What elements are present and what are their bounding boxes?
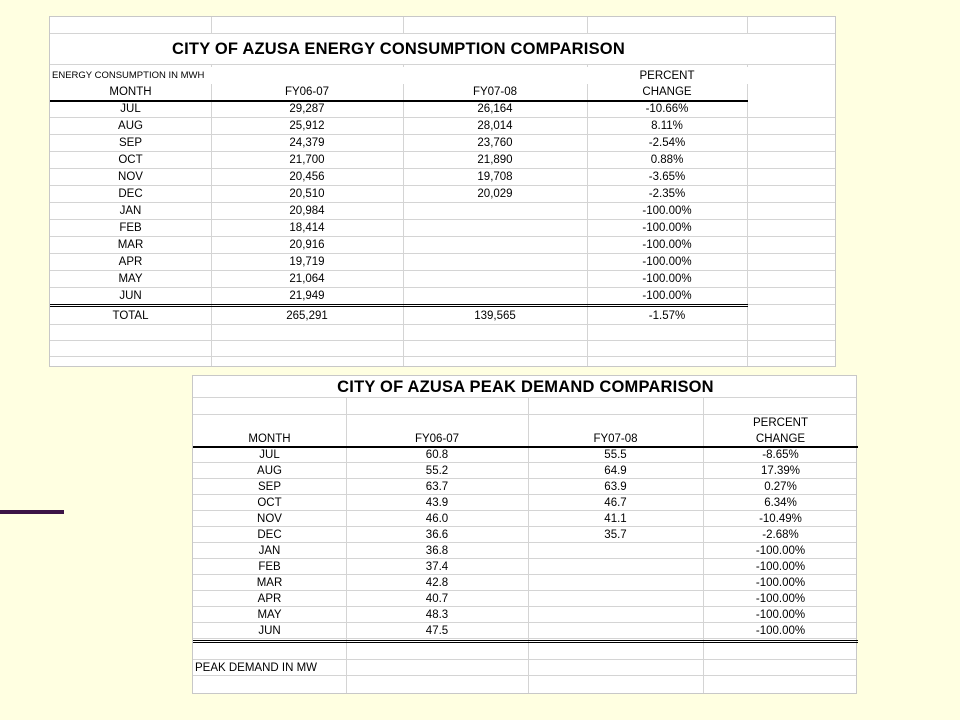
cell-fy0607: 24,379	[289, 137, 325, 149]
table-row	[50, 152, 835, 169]
total-rule	[50, 304, 748, 307]
total-label: TOTAL	[112, 310, 149, 322]
cell-fy0708	[403, 203, 587, 219]
cell-month: JUN	[258, 624, 281, 637]
cell-month: MAR	[256, 576, 283, 589]
cell-change: -100.00%	[642, 205, 692, 217]
cell-change: 0.88%	[650, 154, 684, 166]
total-row	[50, 308, 835, 325]
cell-month: FEB	[119, 222, 142, 234]
cell-fy0607: 36.6	[425, 528, 449, 541]
header-row	[193, 431, 856, 446]
cell-change: -10.49%	[759, 512, 802, 525]
cell-fy0607: 46.0	[425, 512, 449, 525]
table-row	[193, 447, 856, 463]
cell-fy0607: 20,510	[289, 188, 325, 200]
cell-fy0708	[528, 543, 703, 558]
peak-title: CITY OF AZUSA PEAK DEMAND COMPARISON	[337, 378, 714, 396]
peak-footer: PEAK DEMAND IN MW	[195, 661, 318, 674]
cell-change: -10.66%	[645, 103, 689, 115]
cell-fy0607: 48.3	[425, 608, 449, 621]
cell-month: JAN	[258, 544, 281, 557]
cell-fy0708: 63.9	[604, 480, 627, 493]
table-row	[193, 575, 856, 591]
blank-row	[193, 644, 856, 660]
cell-month: DEC	[118, 188, 143, 200]
cell-fy0607: 55.2	[425, 464, 449, 477]
cell-change: -100.00%	[642, 222, 692, 234]
peak-fy0708-header: FY07-08	[593, 432, 638, 445]
energy-title: CITY OF AZUSA ENERGY CONSUMPTION COMPARISON	[172, 39, 625, 58]
peak-change-header: CHANGE	[755, 432, 806, 445]
month-header: MONTH	[109, 86, 152, 98]
total-fy0607: 265,291	[286, 310, 328, 322]
cell-month: OCT	[257, 496, 282, 509]
subheader-row	[50, 67, 835, 84]
table-row	[50, 186, 835, 203]
cell-fy0708	[528, 607, 703, 622]
cell-change: -100.00%	[755, 608, 806, 621]
cell-fy0708	[528, 591, 703, 606]
table-row	[50, 237, 835, 254]
cell-month: MAR	[117, 239, 144, 251]
cell-month: JUL	[259, 448, 280, 461]
cell-fy0708: 19,708	[477, 171, 513, 183]
table-row	[193, 527, 856, 543]
cell-fy0607: 25,912	[289, 120, 325, 132]
cell-fy0708: 20,029	[477, 188, 513, 200]
table-row	[193, 495, 856, 511]
cell-fy0708	[403, 271, 587, 287]
fy0607-header: FY06-07	[284, 86, 330, 98]
cell-fy0607: 20,984	[289, 205, 325, 217]
cell-month: MAY	[118, 273, 143, 285]
cell-fy0607: 40.7	[425, 592, 449, 605]
cell-fy0708: 55.5	[604, 448, 627, 461]
table-row	[50, 118, 835, 135]
cell-fy0607: 42.8	[425, 576, 449, 589]
table-row	[193, 623, 856, 639]
peak-fy0607-header: FY06-07	[414, 432, 460, 445]
table-row	[193, 463, 856, 479]
header-row	[50, 84, 835, 100]
cell-month: JAN	[119, 205, 142, 217]
cell-month: SEP	[118, 137, 142, 149]
cell-month: APR	[118, 256, 143, 268]
table-row	[193, 607, 856, 623]
cell-fy0607: 63.7	[425, 480, 449, 493]
table-row	[193, 559, 856, 575]
blank-row	[50, 341, 835, 357]
cell-month: AUG	[118, 120, 143, 132]
cell-change: 8.11%	[651, 120, 683, 132]
table-row	[193, 543, 856, 559]
cell-month: JUN	[119, 290, 142, 302]
peak-month-header: MONTH	[248, 432, 291, 445]
accent-bar	[0, 510, 64, 514]
cell-fy0607: 20,916	[289, 239, 325, 251]
cell-change: -100.00%	[755, 592, 806, 605]
cell-month: JUL	[120, 103, 141, 115]
total-change: -1.57%	[648, 310, 686, 322]
footer-rule	[193, 640, 858, 643]
cell-fy0708	[528, 623, 703, 638]
table-row	[50, 271, 835, 288]
cell-fy0607: 18,414	[289, 222, 325, 234]
cell-month: AUG	[257, 464, 282, 477]
footer-row	[193, 660, 856, 676]
cell-month: OCT	[118, 154, 143, 166]
cell-change: -100.00%	[642, 273, 692, 285]
table-row	[50, 101, 835, 118]
cell-fy0607: 36.8	[425, 544, 449, 557]
percent-row	[193, 415, 856, 431]
cell-fy0607: 21,700	[289, 154, 325, 166]
title-row	[193, 376, 856, 398]
title-row	[50, 34, 835, 65]
change-header: CHANGE	[642, 86, 692, 98]
energy-consumption-sheet	[49, 16, 836, 367]
cell-change: -100.00%	[755, 624, 806, 637]
total-fy0708: 139,565	[474, 310, 516, 322]
cell-fy0708: 26,164	[477, 103, 513, 115]
cell-change: -100.00%	[755, 544, 806, 557]
cell-change: -8.65%	[762, 448, 799, 461]
cell-change: 17.39%	[760, 464, 800, 477]
cell-fy0708	[403, 237, 587, 253]
cell-change: -100.00%	[755, 576, 806, 589]
cell-change: 6.34%	[764, 496, 797, 509]
blank-row	[50, 325, 835, 341]
cell-change: -2.68%	[762, 528, 799, 541]
table-row	[50, 169, 835, 186]
cell-month: APR	[257, 592, 282, 605]
cell-fy0708: 41.1	[604, 512, 627, 525]
cell-month: NOV	[257, 512, 282, 525]
blank-row	[193, 398, 856, 415]
cell-fy0708	[403, 254, 587, 270]
cell-fy0708: 35.7	[604, 528, 627, 541]
fy0708-header: FY07-08	[472, 86, 518, 98]
cell-fy0708	[528, 575, 703, 590]
cell-fy0708: 28,014	[477, 120, 513, 132]
energy-subtitle: ENERGY CONSUMPTION IN MWH	[52, 70, 205, 81]
table-row	[193, 479, 856, 495]
blank-row	[50, 17, 835, 34]
cell-fy0607: 47.5	[425, 624, 449, 637]
cell-month: MAY	[257, 608, 282, 621]
cell-change: 0.27%	[764, 480, 797, 493]
cell-fy0607: 19,719	[289, 256, 325, 268]
table-row	[50, 220, 835, 237]
cell-fy0607: 21,064	[289, 273, 325, 285]
cell-fy0607: 29,287	[289, 103, 325, 115]
cell-fy0607: 21,949	[289, 290, 325, 302]
cell-change: -3.65%	[648, 171, 686, 183]
peak-demand-sheet	[192, 375, 857, 694]
cell-fy0607: 37.4	[425, 560, 449, 573]
cell-change: -2.54%	[648, 137, 686, 149]
cell-month: SEP	[257, 480, 281, 493]
cell-month: FEB	[258, 560, 281, 573]
cell-change: -2.35%	[648, 188, 686, 200]
table-row	[50, 203, 835, 220]
cell-fy0607: 20,456	[289, 171, 325, 183]
cell-fy0708	[403, 288, 587, 304]
cell-fy0708: 23,760	[477, 137, 513, 149]
cell-fy0708	[528, 559, 703, 574]
cell-fy0708: 64.9	[604, 464, 627, 477]
cell-fy0607: 60.8	[425, 448, 449, 461]
cell-change: -100.00%	[642, 290, 692, 302]
cell-change: -100.00%	[755, 560, 806, 573]
table-row	[50, 254, 835, 271]
table-row	[50, 288, 835, 305]
table-row	[193, 591, 856, 607]
table-row	[50, 135, 835, 152]
percent-header: PERCENT	[639, 69, 695, 82]
cell-fy0607: 43.9	[425, 496, 449, 509]
peak-percent-header: PERCENT	[753, 417, 808, 429]
cell-fy0708: 21,890	[477, 154, 513, 166]
table-row	[193, 511, 856, 527]
cell-fy0708: 46.7	[604, 496, 627, 509]
cell-change: -100.00%	[642, 256, 692, 268]
cell-change: -100.00%	[642, 239, 692, 251]
cell-month: DEC	[257, 528, 282, 541]
cell-fy0708	[403, 220, 587, 236]
cell-month: NOV	[118, 171, 143, 183]
